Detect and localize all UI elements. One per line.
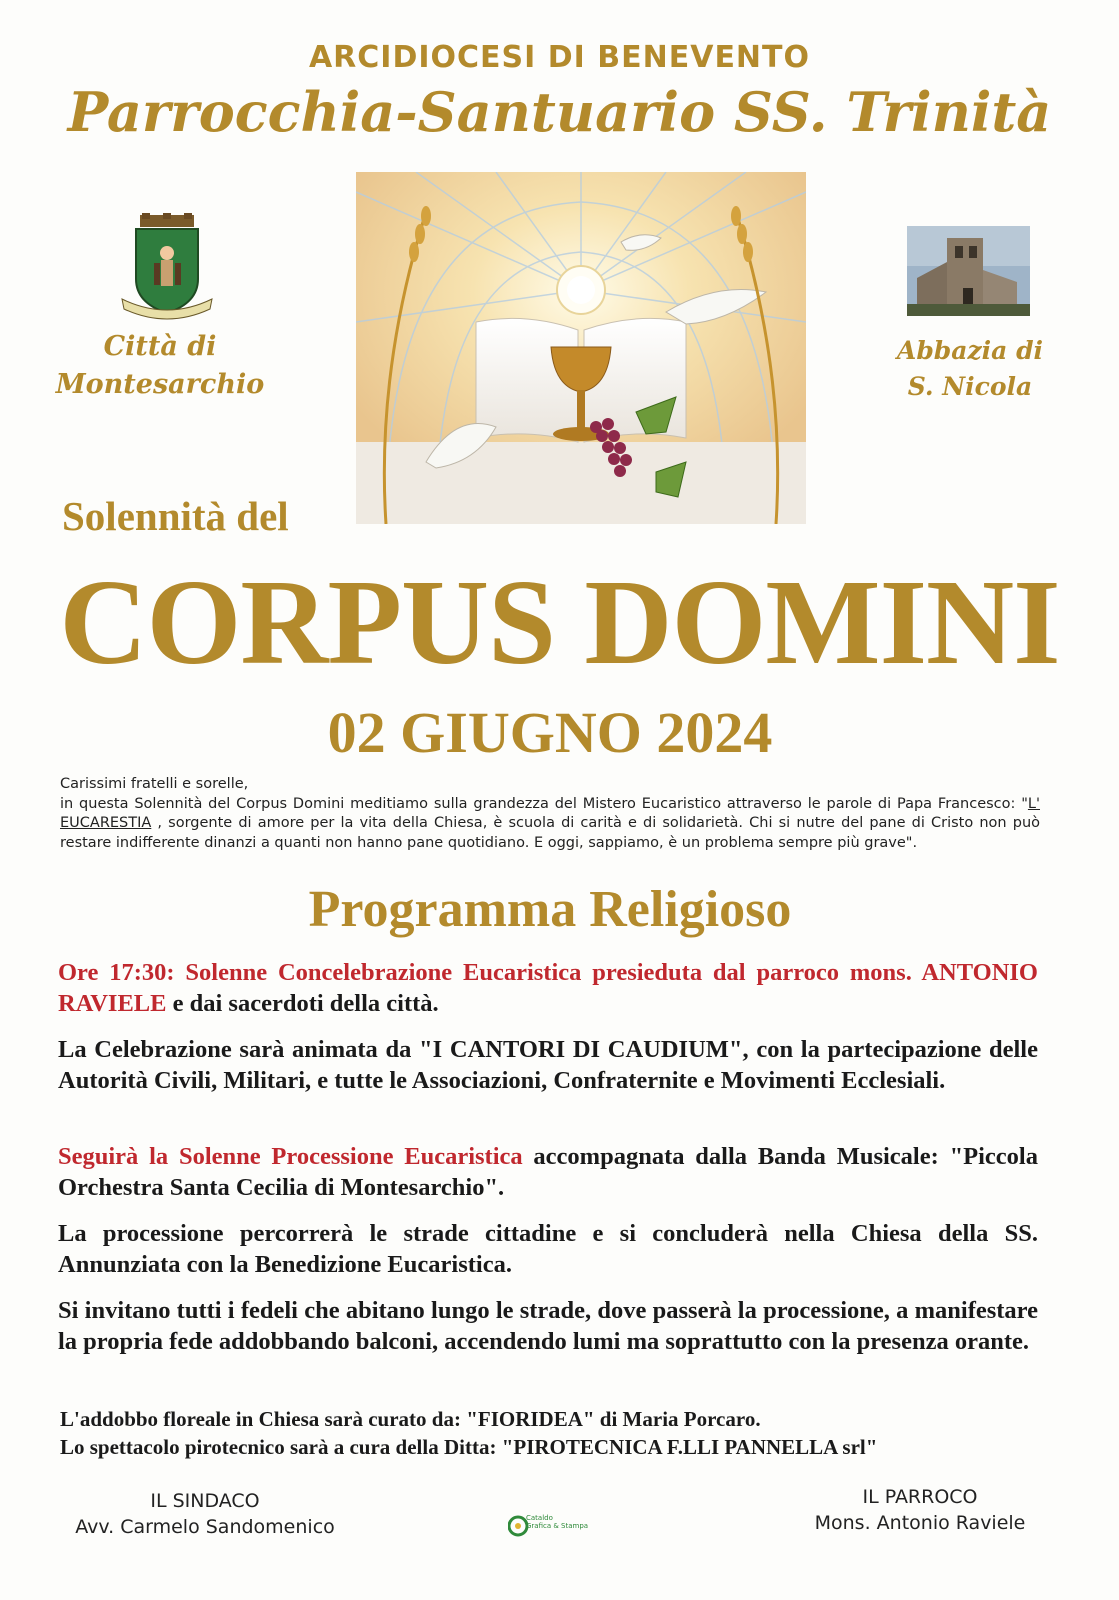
priest-title: IL PARROCO bbox=[862, 1486, 978, 1508]
abbey-label bbox=[860, 333, 1080, 405]
program-item-invitation: Si invitano tutti i fedeli che abitano lungo le strade, dove passerà la processione, a manifestare la propria fede addobbando balconi, accendendo lumi ma soprattutto con la presenza orante. bbox=[58, 1297, 1038, 1355]
printer-logo-line2: Grafica & Stampa bbox=[526, 1522, 589, 1530]
printer-logo-line1: Cataldo bbox=[526, 1514, 553, 1522]
eucharist-illustration bbox=[356, 172, 806, 524]
mass-rest: e dai sacerdoti della città. bbox=[166, 990, 439, 1017]
intro-body bbox=[60, 795, 1040, 854]
floral-note: L'addobbo floreale in Chiesa sarà curato da: "FIORIDEA" di Maria Porcaro. bbox=[60, 1407, 761, 1431]
feast-title: CORPUS DOMINI bbox=[59, 555, 1060, 690]
printer-logo bbox=[508, 1510, 590, 1542]
program-item-choir: La Celebrazione sarà animata da "I CANTORI DI CAUDIUM", con la partecipazione delle Autorità Civili, Militari, e tutte le Associazioni, Confraternite e Movimenti Ecclesiali. bbox=[58, 1036, 1038, 1094]
intro-message bbox=[60, 775, 1040, 853]
parish-title: Parrocchia-Santuario SS. Trinità bbox=[67, 80, 1052, 144]
event-date: 02 GIUGNO 2024 bbox=[327, 700, 773, 765]
city-label-line1: Città di bbox=[103, 331, 217, 362]
priest-name: Mons. Antonio Raviele bbox=[814, 1512, 1026, 1534]
intro-underlined: L' EUCARESTIA bbox=[60, 795, 1040, 831]
abbey-label-line1: Abbazia di bbox=[896, 336, 1044, 365]
program-item-mass bbox=[58, 957, 1038, 1019]
abbey-label-line2: S. Nicola bbox=[907, 372, 1033, 401]
abbey-photo bbox=[907, 226, 1030, 316]
city-label bbox=[40, 328, 280, 404]
solemnity-prefix: Solennità del bbox=[62, 493, 289, 539]
mayor-title: IL SINDACO bbox=[150, 1490, 260, 1512]
procession-rest: accompagnata dalla Banda Musicale: "Piccola Orchestra Santa Cecilia di Montesarchio". bbox=[58, 1143, 1038, 1201]
program-title: Programma Religioso bbox=[308, 881, 792, 938]
intro-text-b: , sorgente di amore per la vita della Chiesa, è scuola di carità e di solidarietà. Chi si nutre del pane di Cristo non può restare indifferente dinanzi a quanti non hanno pane quotidiano. E oggi, sappiamo, è un problema sempre più grave". bbox=[60, 815, 1040, 851]
printer-logo-text bbox=[526, 1514, 588, 1530]
mass-highlight: Ore 17:30: Solenne Concelebrazione Eucaristica presieduta dal parroco mons. ANTONIO RAVIELE bbox=[58, 959, 1038, 1017]
procession-highlight: Seguirà la Solenne Processione Eucaristica bbox=[58, 1143, 523, 1170]
archdiocese-heading: ARCIDIOCESI DI BENEVENTO bbox=[308, 40, 811, 75]
mayor-signature bbox=[40, 1488, 370, 1540]
priest-signature bbox=[780, 1484, 1060, 1536]
city-crest-emblem bbox=[118, 213, 216, 323]
intro-greeting: Carissimi fratelli e sorelle, bbox=[60, 776, 249, 792]
program-item-procession bbox=[58, 1141, 1038, 1203]
mayor-name: Avv. Carmelo Sandomenico bbox=[75, 1516, 335, 1538]
intro-text-a: in questa Solennità del Corpus Domini meditiamo sulla grandezza del Mistero Eucaristico attraverso le parole di Papa Francesco: " bbox=[60, 795, 1028, 812]
fireworks-note: Lo spettacolo pirotecnico sarà a cura della Ditta: "PIROTECNICA F.LLI PANNELLA srl" bbox=[60, 1435, 878, 1459]
city-label-line2: Montesarchio bbox=[55, 369, 265, 400]
program-item-route: La processione percorrerà le strade cittadine e si concluderà nella Chiesa della SS. Annunziata con la Benedizione Eucaristica. bbox=[58, 1220, 1038, 1278]
